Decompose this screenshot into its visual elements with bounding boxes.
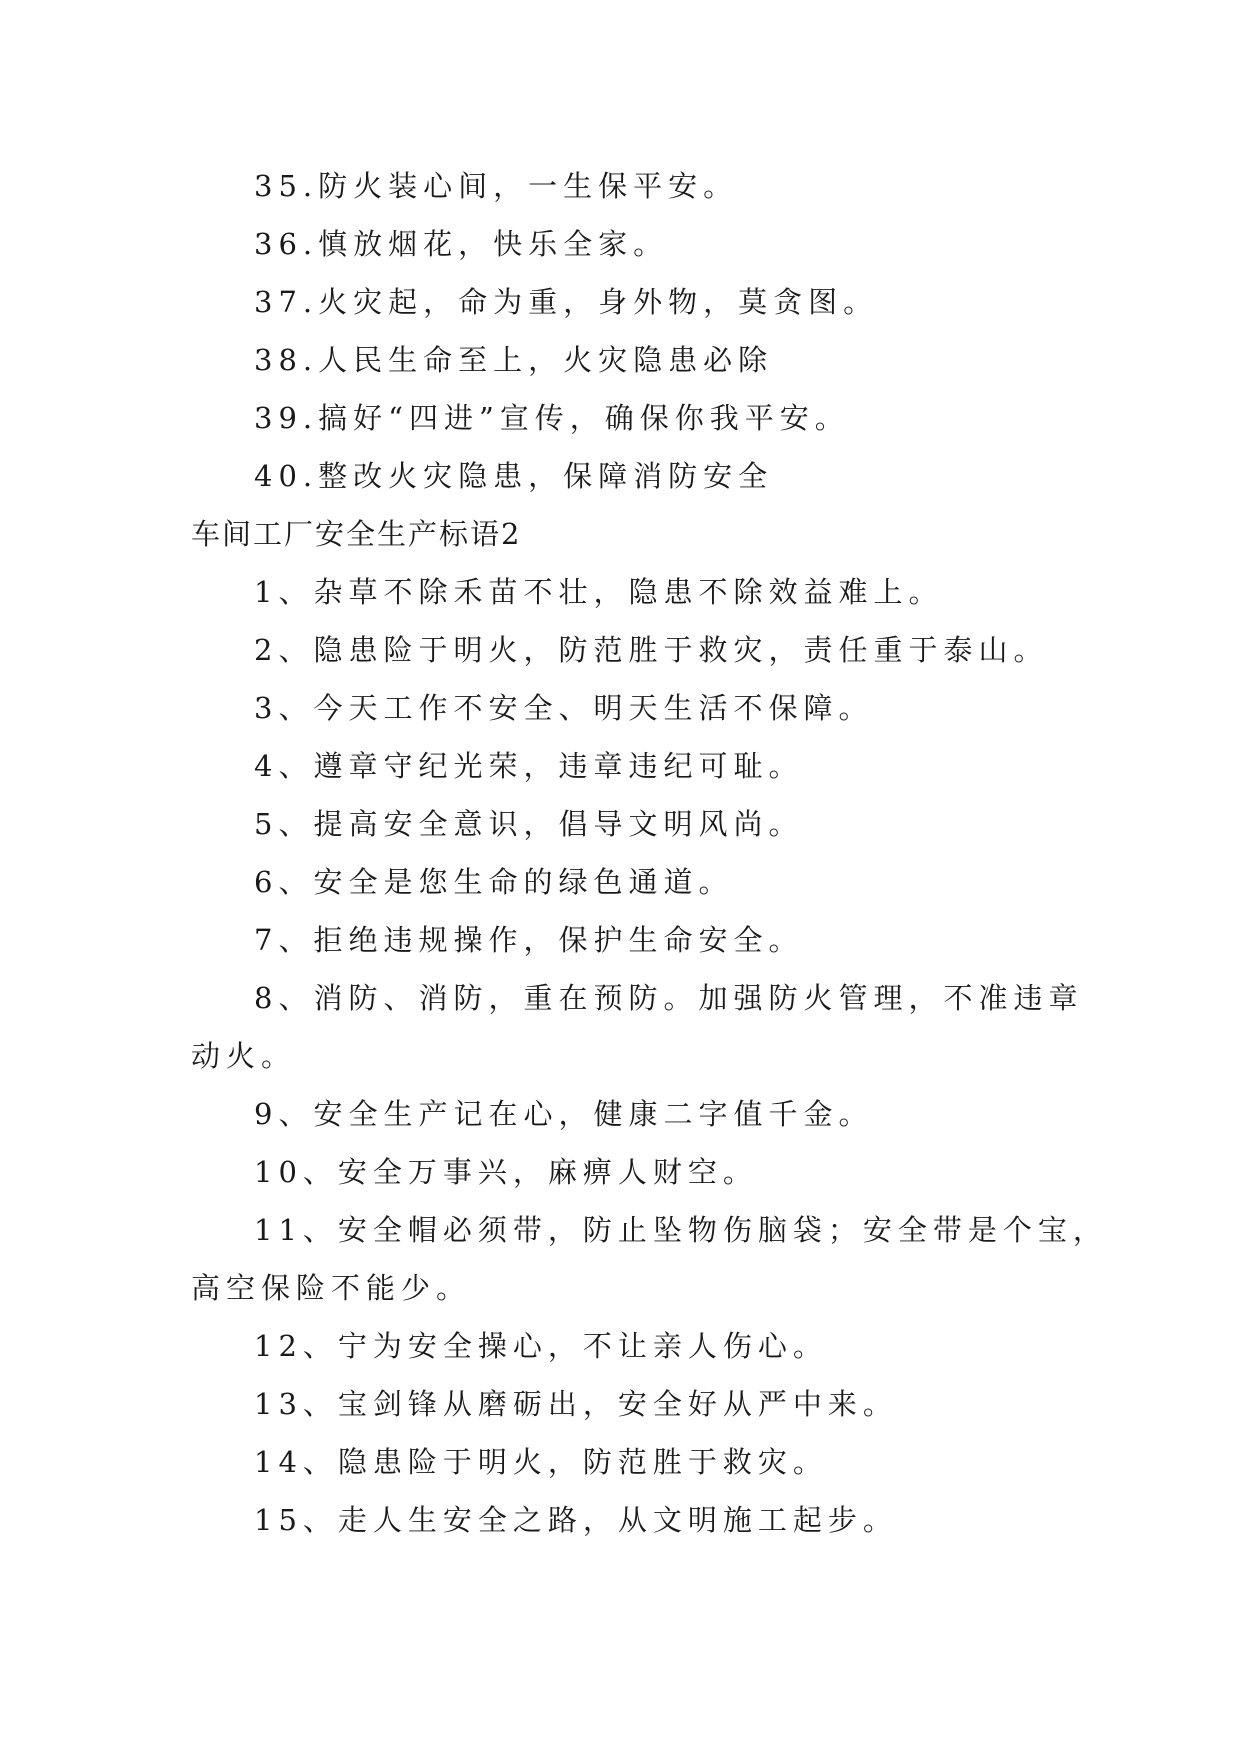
list-item: 15、走人生安全之路，从文明施工起步。: [254, 1503, 898, 1537]
list-item: 4、遵章守纪光荣，违章违纪可耻。: [254, 749, 804, 783]
list-item: 36.慎放烟花，快乐全家。: [254, 227, 669, 261]
list-item: 13、宝剑锋从磨砺出，安全好从严中来。: [254, 1387, 898, 1421]
list-item: 11、安全帽必须带，防止坠物伤脑袋；安全带是个宝，: [254, 1213, 1108, 1247]
list-item: 8、消防、消防，重在预防。加强防火管理，不准违章: [254, 981, 1084, 1015]
list-item: 3、今天工作不安全、明天生活不保障。: [254, 691, 874, 725]
list-item: 40.整改火灾隐患，保障消防安全: [254, 459, 774, 493]
list-item: 38.人民生命至上，火灾隐患必除: [254, 343, 774, 377]
list-item: 2、隐患险于明火，防范胜于救灾，责任重于泰山。: [254, 633, 1049, 667]
list-item: 6、安全是您生命的绿色通道。: [254, 865, 734, 899]
section-title: 车间工厂安全生产标语2: [191, 517, 522, 551]
list-item: 5、提高安全意识，倡导文明风尚。: [254, 807, 804, 841]
list-item: 9、安全生产记在心，健康二字值千金。: [254, 1097, 874, 1131]
list-item: 37.火灾起，命为重，身外物，莫贪图。: [254, 285, 879, 319]
list-item: 7、拒绝违规操作，保护生命安全。: [254, 923, 804, 957]
list-item-continuation: 高空保险不能少。: [191, 1271, 472, 1305]
list-item-continuation: 动火。: [191, 1039, 297, 1073]
list-item: 35.防火装心间，一生保平安。: [254, 169, 739, 203]
list-item: 1、杂草不除禾苗不壮，隐患不除效益难上。: [254, 575, 944, 609]
list-item: 14、隐患险于明火，防范胜于救灾。: [254, 1445, 828, 1479]
list-item: 10、安全万事兴，麻痹人财空。: [254, 1155, 758, 1189]
list-item: 12、宁为安全操心，不让亲人伤心。: [254, 1329, 828, 1363]
list-item: 39.搞好“四进”宣传，确保你我平安。: [254, 401, 850, 435]
